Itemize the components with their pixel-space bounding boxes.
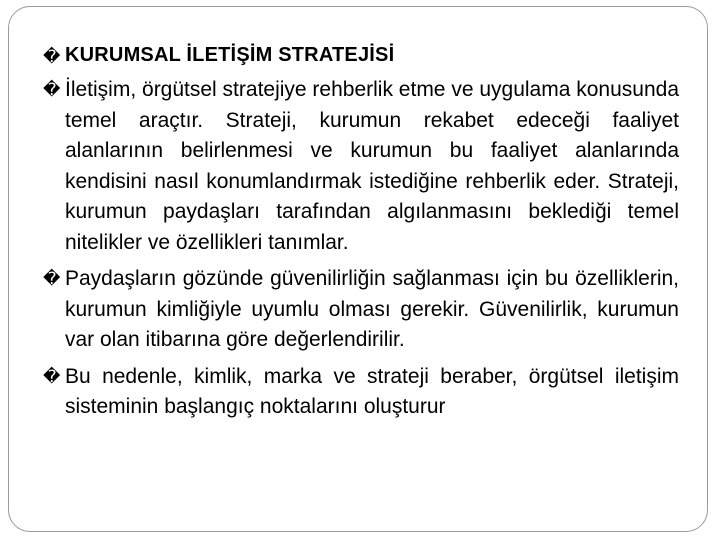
paragraph-1: [43, 75, 679, 258]
paragraph-3: [43, 362, 679, 423]
slide-content: [43, 41, 679, 423]
paragraph-2: [43, 264, 679, 356]
slide-frame: [8, 6, 708, 532]
bullet-icon: �: [43, 366, 61, 387]
slide-title-row: [43, 41, 679, 69]
paragraph-text: İletişim, örgütsel stratejiye rehberlik etme ve uygulama konusunda temel araçtır. Strateji, kurumun rekabet edeceği faaliyet alanlarının belirlenmesi ve kurumun bu faaliyet alanlarında kendisini nasıl konumlandırmak istediğine rehberlik eder. Strateji, kurumun paydaşları tarafından algılanmasını beklediği temel nitelikler ve özellikleri tanımlar.: [65, 78, 679, 254]
bullet-icon: �: [43, 47, 61, 67]
bullet-icon: �: [43, 269, 61, 289]
bullet-icon: �: [43, 80, 61, 100]
paragraph-text: Paydaşların gözünde güvenilirliğin sağlanması için bu özelliklerin, kurumun kimliğiyle uyumlu olması gerekir. Güvenilirlik, kurumun var olan itibarına göre değerlendirilir.: [65, 267, 679, 351]
slide-title: KURUMSAL İLETİŞİM STRATEJİSİ: [65, 44, 395, 66]
paragraph-text: Bu nedenle, kimlik, marka ve strateji beraber, örgütsel iletişim sisteminin başlangıç noktalarını oluşturur: [65, 364, 679, 418]
